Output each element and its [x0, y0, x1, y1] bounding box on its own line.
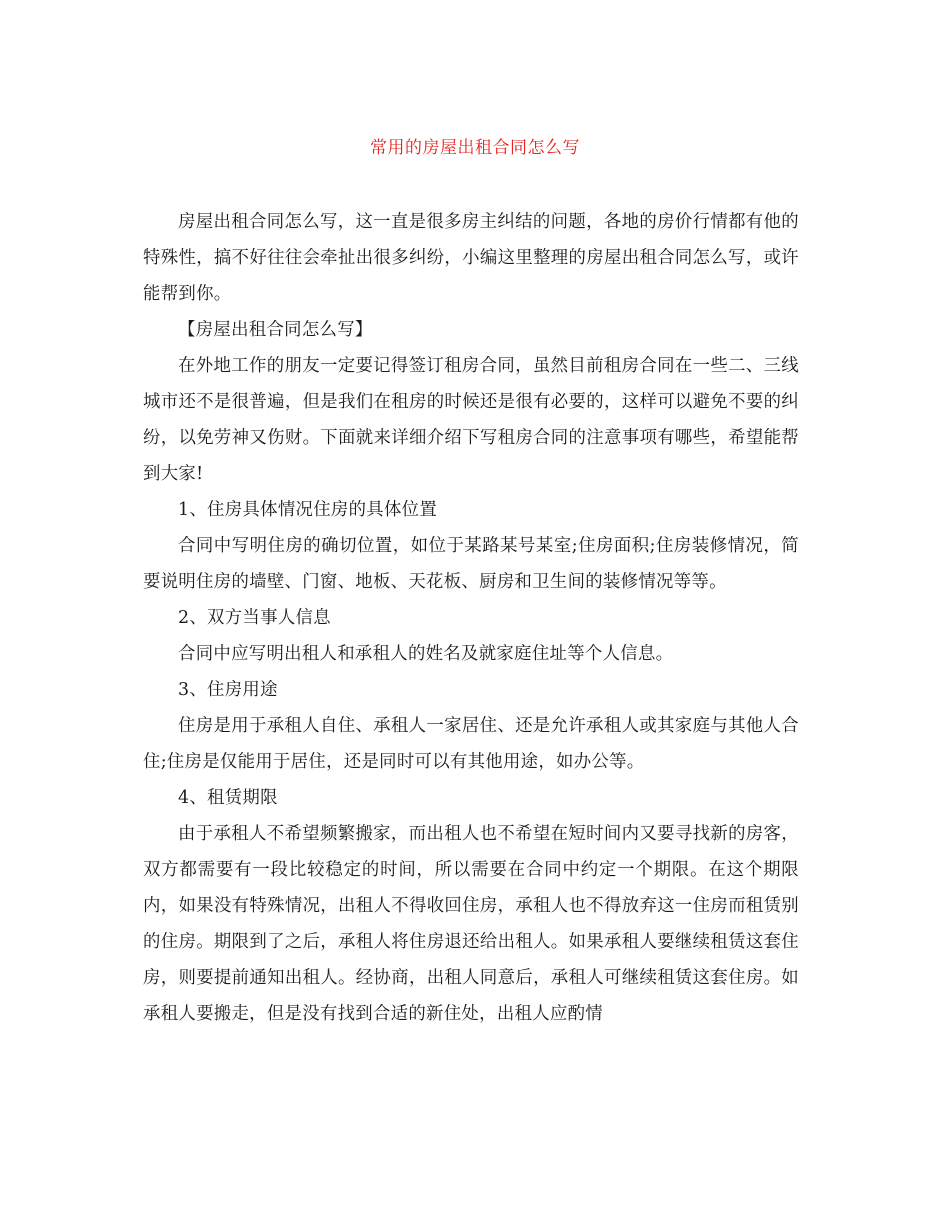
item-heading-2: 2、双方当事人信息 [178, 608, 331, 628]
item-heading-3: 3、住房用途 [178, 680, 278, 700]
paragraph-intro: 房屋出租合同怎么写，这一直是很多房主纠结的问题，各地的房价行情都有他的特殊性，搞不好往往会牵扯出很多纠纷，小编这里整理的房屋出租合同怎么写，或许能帮到你。 [143, 212, 799, 304]
document-body [143, 204, 799, 1032]
item-heading-4: 4、租赁期限 [178, 788, 278, 808]
item-text-4: 由于承租人不希望频繁搬家，而出租人也不希望在短时间内又要寻找新的房客，双方都需要有一段比较稳定的时间，所以需要在合同中约定一个期限。在这个期限内，如果没有特殊情况，出租人不得收回住房，承租人也不得放弃这一住房而租赁别的住房。期限到了之后，承租人将住房退还给出租人。如果承租人要继续租赁这套住房，则要提前通知出租人。经协商，出租人同意后，承租人可继续租赁这套住房。如承租人要搬走，但是没有找到合适的新住处，出租人应酌情 [143, 824, 799, 1024]
item-text-1: 合同中写明住房的确切位置，如位于某路某号某室;住房面积;住房装修情况，简要说明住房的墙壁、门窗、地板、天花板、厨房和卫生间的装修情况等等。 [143, 536, 799, 592]
item-text-2: 合同中应写明出租人和承租人的姓名及就家庭住址等个人信息。 [178, 644, 674, 664]
paragraph-advice: 在外地工作的朋友一定要记得签订租房合同，虽然目前租房合同在一些二、三线城市还不是很普遍，但是我们在租房的时候还是很有必要的，这样可以避免不要的纠纷，以免劳神又伤财。下面就来详细介绍下写租房合同的注意事项有哪些，希望能帮到大家! [143, 356, 799, 484]
item-heading-1: 1、住房具体情况住房的具体位置 [178, 500, 438, 520]
item-text-3: 住房是用于承租人自住、承租人一家居住、还是允许承租人或其家庭与其他人合住;住房是仅能用于居住，还是同时可以有其他用途，如办公等。 [143, 716, 799, 772]
section-heading: 【房屋出租合同怎么写】 [178, 320, 373, 340]
document-title: 常用的房屋出租合同怎么写 [370, 138, 580, 158]
